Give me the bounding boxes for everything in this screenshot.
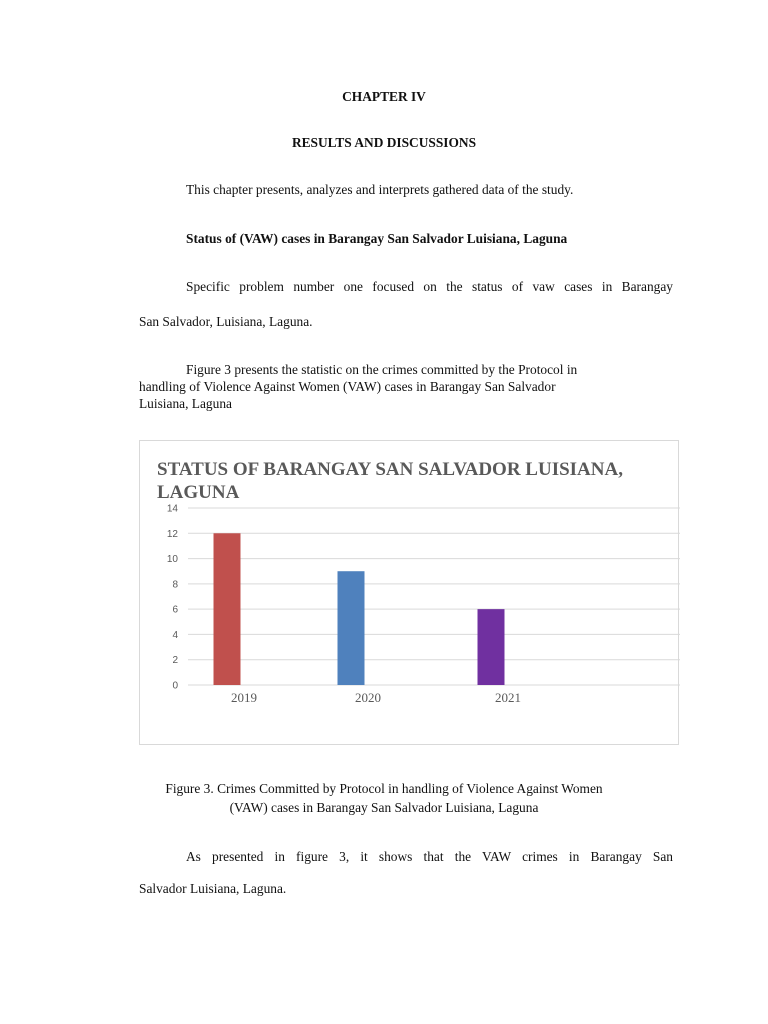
problem-paragraph-line-2: San Salvador, Luisiana, Laguna. (139, 314, 313, 329)
y-tick-label: 4 (172, 629, 178, 641)
section-heading: RESULTS AND DISCUSSIONS (291, 135, 477, 150)
figure-caption-line-1: Figure 3. Crimes Committed by Protocol in handling of Violence Against Women (165, 781, 603, 796)
subheading: Status of (VAW) cases in Barangay San Salvador Luisiana, Laguna (186, 231, 568, 246)
discussion-line-2: Salvador Luisiana, Laguna. (139, 881, 287, 896)
x-tick-label: 2020 (355, 690, 381, 705)
chapter-heading: CHAPTER IV (342, 89, 426, 104)
discussion-line-1: As presented in figure 3, it shows that the VAW crimes in Barangay San (186, 849, 673, 864)
y-tick-label: 12 (166, 528, 178, 540)
y-tick-label: 2 (172, 655, 178, 667)
intro-paragraph: This chapter presents, analyzes and interprets gathered data of the study. (186, 182, 574, 197)
y-tick-label: 14 (166, 503, 178, 515)
chart-title: STATUS OF BARANGAY SAN SALVADOR LUISIANA, LAGUNA (157, 459, 623, 503)
figure-intro-line-1: Figure 3 presents the statistic on the crimes committed by the Protocol in (186, 362, 578, 377)
problem-paragraph-line-1: Specific problem number one focused on the status of vaw cases in Barangay (186, 279, 673, 294)
y-tick-label: 8 (172, 579, 178, 591)
y-tick-label: 0 (172, 680, 178, 692)
bar-2020 (338, 571, 365, 685)
x-tick-label: 2021 (495, 690, 521, 705)
y-tick-label: 6 (172, 604, 178, 616)
figure-intro-line-3: Luisiana, Laguna (139, 396, 232, 411)
bar-2019 (214, 533, 241, 685)
figure-intro-line-2: handling of Violence Against Women (VAW) cases in Barangay San Salvador (139, 379, 556, 394)
figure-caption-line-2: (VAW) cases in Barangay San Salvador Luisiana, Laguna (229, 800, 539, 815)
y-tick-label: 10 (166, 554, 178, 566)
bar-2021 (478, 609, 505, 685)
x-tick-label: 2019 (231, 690, 257, 705)
